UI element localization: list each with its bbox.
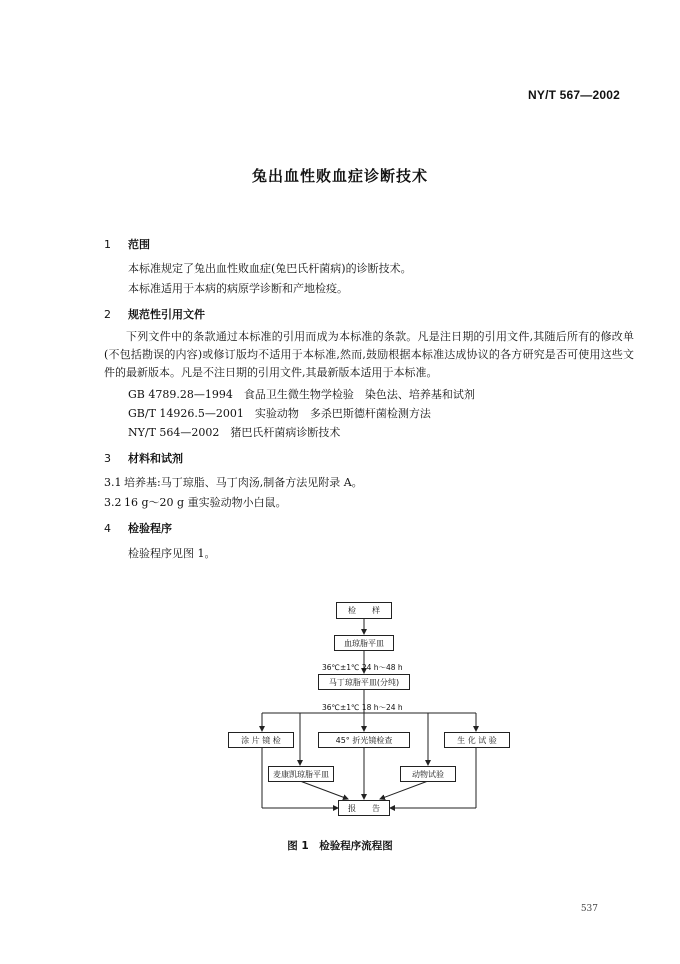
- flow-box-sample: [336, 602, 392, 619]
- flow-box-label: 生 化 试 验: [457, 735, 497, 745]
- section-1-paragraph-2: 本标准适用于本病的病原学诊断和产地检疫。: [128, 282, 348, 295]
- item-text: 16 g～20 g 重实验动物小白鼠。: [124, 496, 287, 509]
- section-title: 范围: [128, 238, 150, 251]
- figure-caption: 图 1 检验程序流程图: [287, 840, 393, 852]
- reference-1: GB 4789.28—1994 食品卫生微生物学检验 染色法、培养基和试剂: [128, 388, 475, 401]
- section-2-paragraph: 下列文件中的条款通过本标准的引用而成为本标准的条款。凡是注日期的引用文件,其随后所有的修改单(不包括勘误的内容)或修订版均不适用于本标准,然而,鼓励根据本标准达成协议的各方研究是否可使用这些文件的最新版本。凡是不注日期的引用文件,其最新版本适用于本标准。: [104, 330, 634, 379]
- document-title: 兔出血性败血症诊断技术: [251, 167, 428, 185]
- flow-box-refraction-microscopy: [318, 732, 410, 748]
- flow-box-biochemical-test: [444, 732, 510, 748]
- flow-box-label: 报 告: [348, 803, 380, 813]
- flow-box-label: 马丁琼脂平皿(分纯): [328, 677, 400, 687]
- flow-box-label: 血琼脂平皿: [344, 638, 384, 648]
- incubation-condition-2: 36℃±1℃ 18 h～24 h: [322, 703, 403, 712]
- section-number: 4: [104, 522, 111, 535]
- flow-box-label: 检 样: [348, 606, 380, 615]
- flow-box-label: 45° 折光镜检查: [335, 735, 393, 745]
- flow-box-label: 动物试验: [412, 769, 444, 779]
- section-title: 规范性引用文件: [128, 308, 205, 321]
- flow-box-martin-agar-plate: [318, 674, 410, 690]
- flow-box-smear-microscopy: [228, 732, 294, 748]
- flow-box-report: [338, 800, 390, 816]
- section-4-paragraph: 检验程序见图 1。: [128, 547, 216, 560]
- section-number: 1: [104, 238, 111, 251]
- reference-2: GB/T 14926.5—2001 实验动物 多杀巴斯德杆菌检测方法: [128, 407, 431, 420]
- item-text: 培养基:马丁琼脂、马丁肉汤,制备方法见附录 A。: [124, 476, 363, 489]
- section-1-paragraph-1: 本标准规定了兔出血性败血症(兔巴氏杆菌病)的诊断技术。: [128, 262, 412, 275]
- section-number: 3: [104, 452, 111, 465]
- incubation-condition-1: 36℃±1℃ 24 h～48 h: [322, 663, 403, 672]
- page-number: 537: [580, 904, 598, 914]
- flow-box-label: 涂 片 镜 检: [241, 735, 281, 745]
- flow-box-blood-agar-plate: [334, 635, 394, 651]
- flow-box-label: 麦康凯琼脂平皿: [273, 769, 329, 779]
- item-number: 3.2: [104, 496, 122, 509]
- section-number: 2: [104, 308, 111, 321]
- flow-box-maconkey-plate: [268, 766, 334, 782]
- standard-number: NY/T 567—2002: [528, 88, 620, 102]
- section-title: 检验程序: [128, 522, 172, 535]
- section-title: 材料和试剂: [128, 452, 183, 465]
- reference-3: NY/T 564—2002 猪巴氏杆菌病诊断技术: [128, 426, 341, 439]
- flow-box-animal-test: [400, 766, 456, 782]
- item-number: 3.1: [104, 476, 122, 489]
